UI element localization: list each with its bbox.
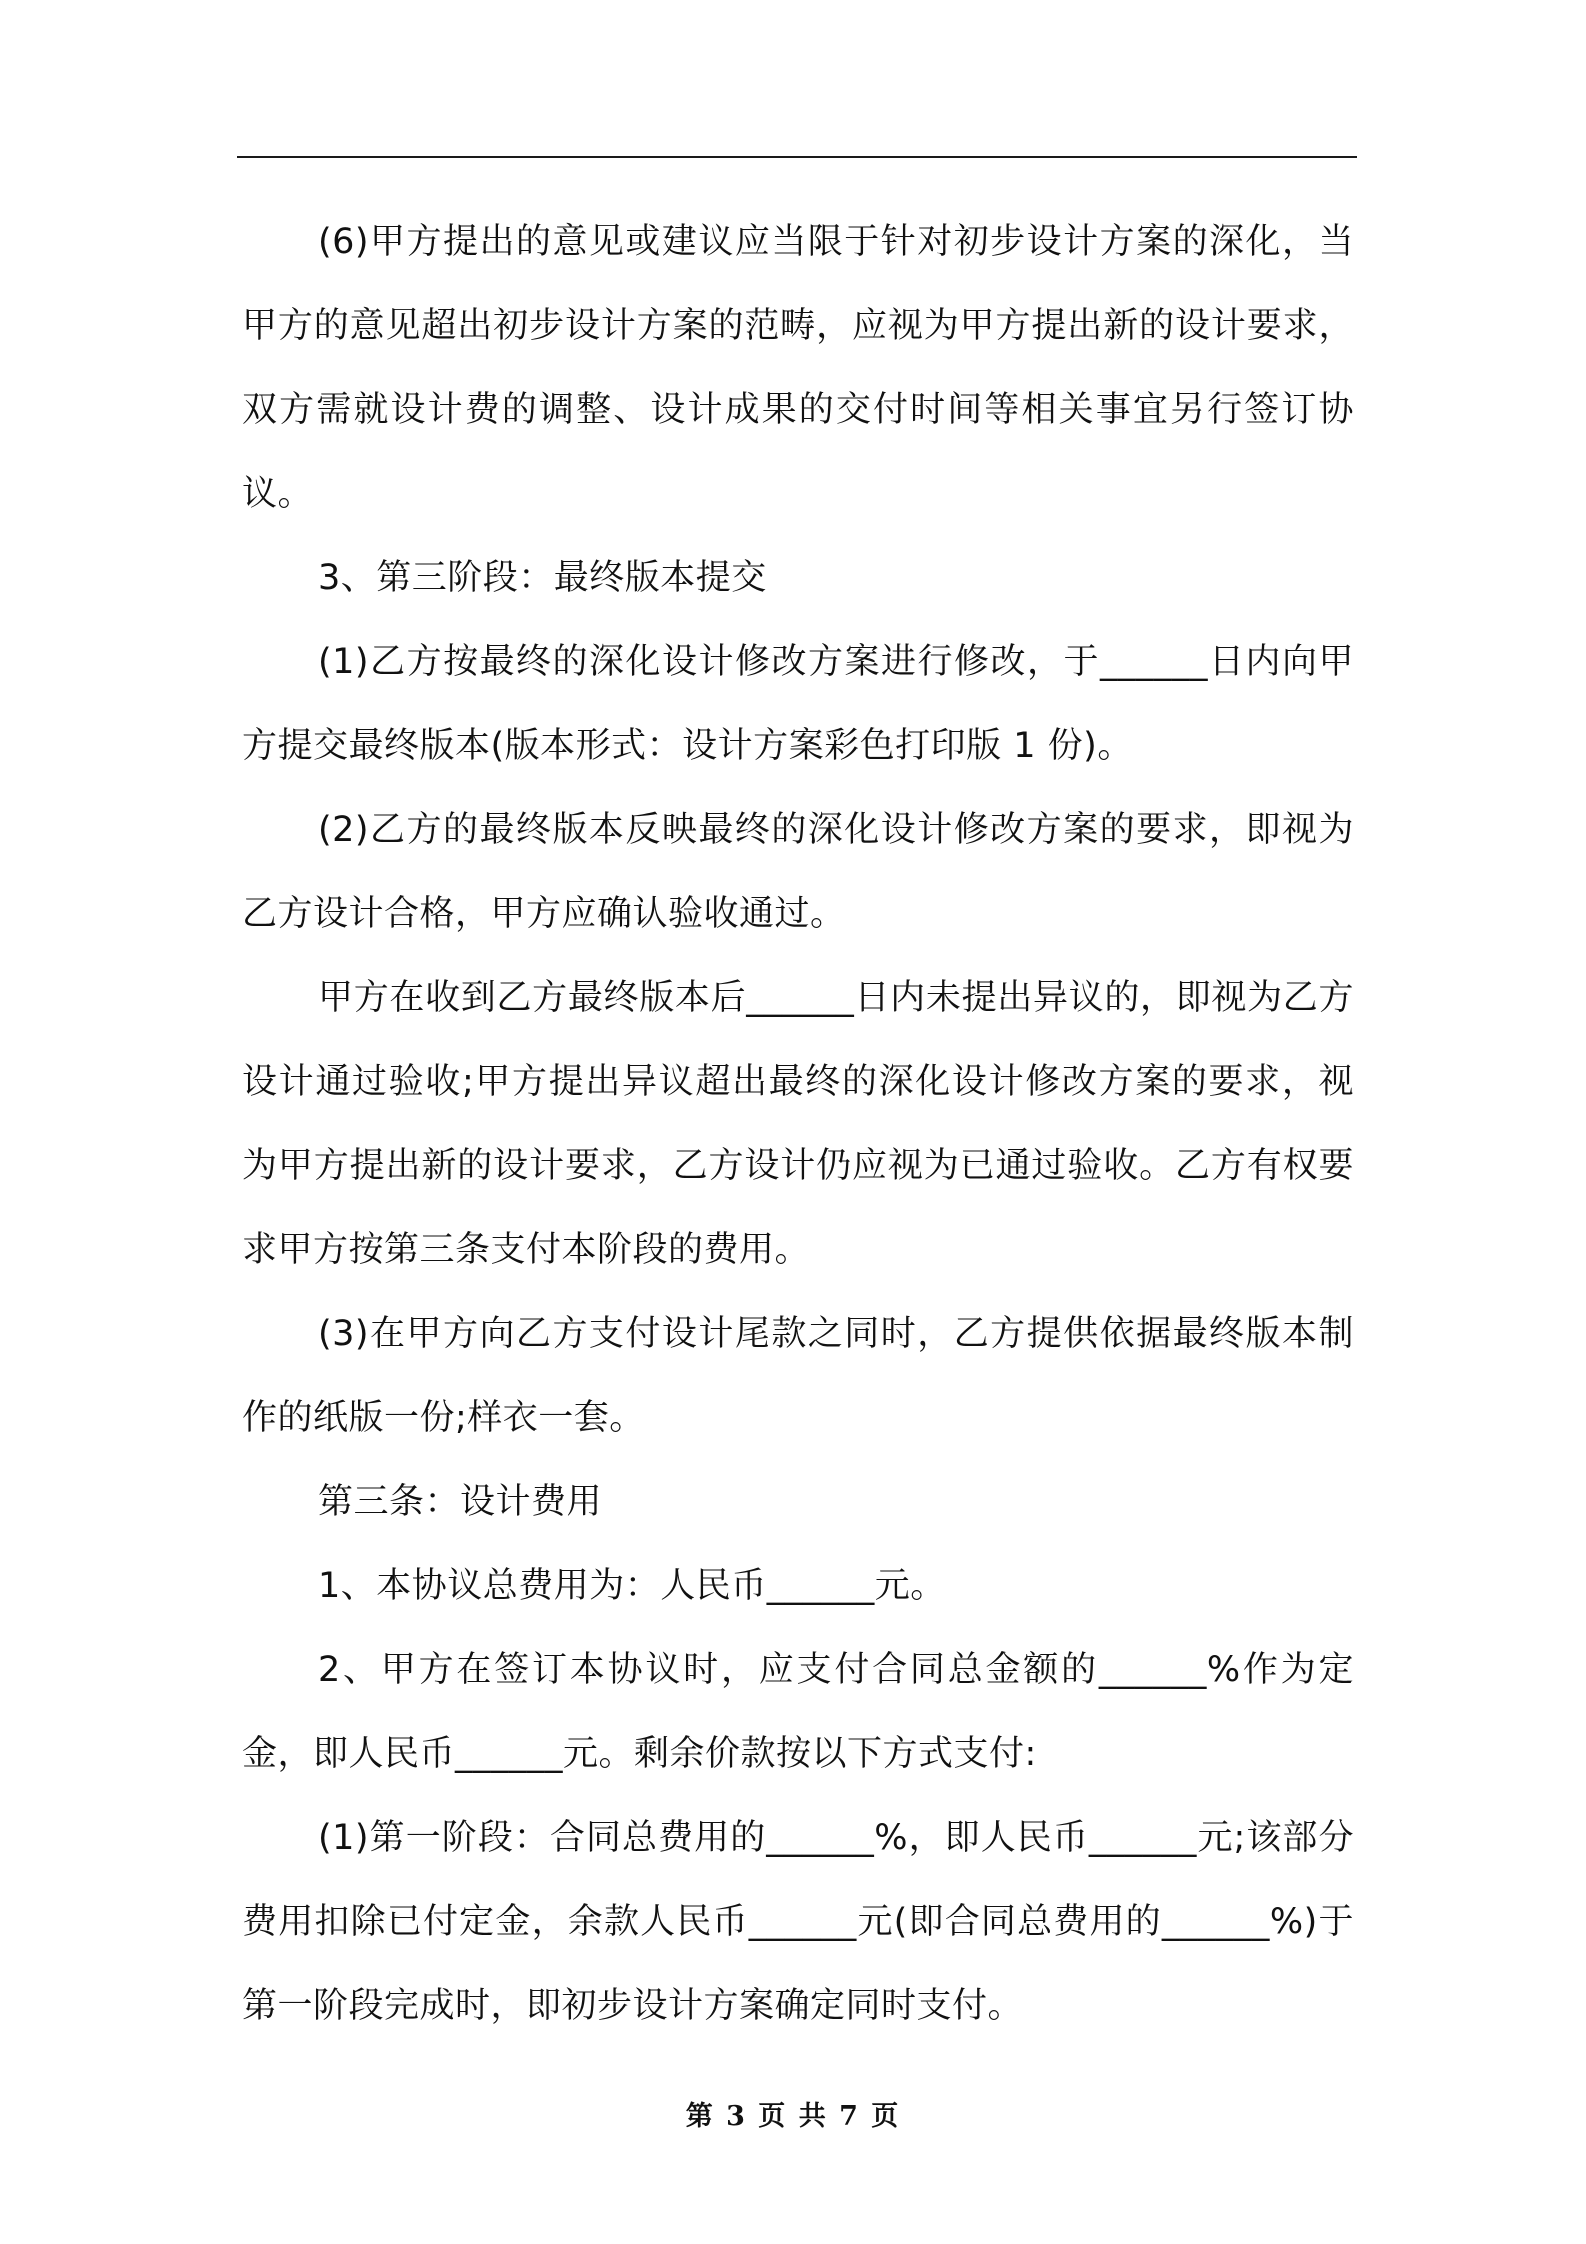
section-heading-stage-3: 3、第三阶段：最终版本提交 <box>318 558 767 598</box>
paragraph-total-fee: 1、本协议总费用为：人民币______元。 <box>318 1566 946 1606</box>
header-rule <box>237 156 1357 158</box>
paragraph-payment-stage-1: (1)第一阶段：合同总费用的______%，即人民币______元;该部分费用扣除已付定金，余款人民币______元(即合同总费用的______%)于第一阶段完成时，即初步设计方案确定同时支付。 <box>242 1818 1354 2026</box>
paragraph-clause-6: (6)甲方提出的意见或建议应当限于针对初步设计方案的深化，当甲方的意见超出初步设计方案的范畴，应视为甲方提出新的设计要求，双方需就设计费的调整、设计成果的交付时间等相关事宜另行签订协议。 <box>242 222 1354 514</box>
paragraph-acceptance-objection: 甲方在收到乙方最终版本后______日内未提出异议的，即视为乙方设计通过验收;甲方提出异议超出最终的深化设计修改方案的要求，视为甲方提出新的设计要求，乙方设计仍应视为已通过验收。乙方有权要求甲方按第三条支付本阶段的费用。 <box>242 978 1354 1270</box>
page-number-footer: 第 3 页 共 7 页 <box>685 2101 901 2132</box>
paragraph-stage-3-item-3: (3)在甲方向乙方支付设计尾款之同时，乙方提供依据最终版本制作的纸版一份;样衣一套。 <box>242 1314 1354 1438</box>
document-body <box>242 200 1354 2048</box>
paragraph-stage-3-item-1: (1)乙方按最终的深化设计修改方案进行修改，于______日内向甲方提交最终版本(版本形式：设计方案彩色打印版 1 份)。 <box>242 642 1354 766</box>
paragraph-stage-3-item-2: (2)乙方的最终版本反映最终的深化设计修改方案的要求，即视为乙方设计合格，甲方应确认验收通过。 <box>242 810 1354 934</box>
paragraph-deposit: 2、甲方在签订本协议时，应支付合同总金额的______%作为定金，即人民币______元。剩余价款按以下方式支付: <box>242 1650 1354 1774</box>
article-heading-design-fee: 第三条：设计费用 <box>318 1482 603 1522</box>
